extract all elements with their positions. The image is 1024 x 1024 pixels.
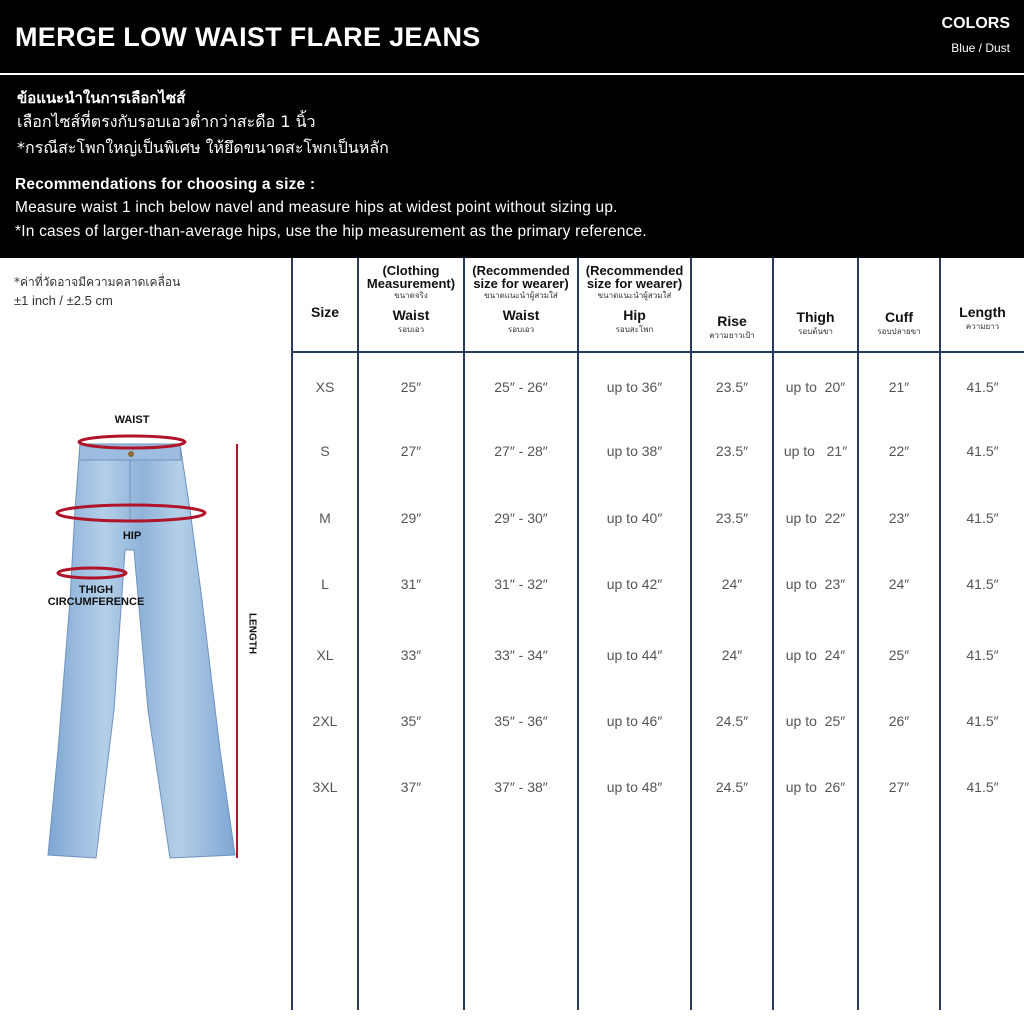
cell-length: 41.5″ <box>966 510 999 526</box>
cell-cuff: 21″ <box>888 379 910 395</box>
cell-rise: 24.5″ <box>715 779 749 795</box>
header-recommended-hip: (Recommended size for wearer) ขนาดแนะนำผู้สวมใส่ Hip รอบสะโพก <box>585 263 684 334</box>
cell-thigh: up to 23″ <box>785 576 846 592</box>
cell-thigh: up to 26″ <box>785 779 846 795</box>
header-thigh: Thigh รอบต้นขา <box>796 309 835 336</box>
cell-recommended-waist: 33″ - 34″ <box>494 647 548 663</box>
header-length: Length ความยาว <box>959 304 1006 331</box>
cell-rise: 24″ <box>721 576 743 592</box>
cell-recommended-hip: up to 40″ <box>606 510 663 526</box>
guide-thai-line-2: *กรณีสะโพกใหญ่เป็นพิเศษ ให้ยึดขนาดสะโพกเป็นหลัก <box>17 138 389 157</box>
colors-value: Blue / Dust <box>951 41 1010 55</box>
cell-recommended-hip: up to 38″ <box>606 443 663 459</box>
cell-recommended-waist: 25″ - 26″ <box>494 379 548 395</box>
cell-cuff: 22″ <box>888 443 910 459</box>
guide-thai-heading: ข้อแนะนำในการเลือกไซส์ <box>17 89 186 107</box>
cell-size: XL <box>316 647 334 663</box>
guide-english-heading: Recommendations for choosing a size : <box>15 176 316 193</box>
cell-length: 41.5″ <box>966 713 999 729</box>
table-divider <box>939 258 941 1010</box>
waist-label: WAIST <box>114 414 150 426</box>
cell-clothing-waist: 35″ <box>400 713 422 729</box>
cell-thigh: up to 24″ <box>785 647 846 663</box>
cell-recommended-hip: up to 44″ <box>606 647 663 663</box>
cell-recommended-waist: 29″ - 30″ <box>494 510 548 526</box>
table-divider <box>357 258 359 1010</box>
header-recommended-waist: (Recommended size for wearer) ขนาดแนะนำผู้สวมใส่ Waist รอบเอว <box>472 263 570 334</box>
header-clothing-waist: (Clothing Measurement) ขนาดจริง Waist รอบเอว <box>366 263 456 334</box>
header-size: Size <box>310 304 339 320</box>
product-title: MERGE LOW WAIST FLARE JEANS <box>15 22 481 52</box>
tolerance-note: ±1 inch / ±2.5 cm <box>14 293 113 308</box>
header-divider <box>0 73 1024 75</box>
cell-size: 3XL <box>312 779 338 795</box>
cell-length: 41.5″ <box>966 647 999 663</box>
cell-size: XS <box>315 379 335 395</box>
cell-rise: 23.5″ <box>715 379 749 395</box>
cell-size: M <box>319 510 331 526</box>
header-rise: Rise ความยาวเป้า <box>709 313 755 340</box>
table-divider <box>577 258 579 1010</box>
cell-recommended-waist: 35″ - 36″ <box>494 713 548 729</box>
table-divider <box>291 258 293 1010</box>
cell-recommended-hip: up to 48″ <box>606 779 663 795</box>
length-label: LENGTH <box>246 612 258 655</box>
table-divider <box>463 258 465 1010</box>
cell-thigh: up to 25″ <box>785 713 846 729</box>
guide-thai-line-1: เลือกไซส์ที่ตรงกับรอบเอวต่ำกว่าสะดือ 1 นิ้ว <box>17 112 316 131</box>
cell-length: 41.5″ <box>966 779 999 795</box>
cell-clothing-waist: 37″ <box>400 779 422 795</box>
cell-recommended-waist: 27″ - 28″ <box>494 443 548 459</box>
cell-cuff: 26″ <box>888 713 910 729</box>
cell-clothing-waist: 31″ <box>400 576 422 592</box>
colors-label: COLORS <box>941 15 1010 32</box>
guide-english-line-2: *In cases of larger-than-average hips, use the hip measurement as the primary reference. <box>15 223 647 240</box>
header-banner <box>0 0 1024 258</box>
cell-cuff: 24″ <box>888 576 910 592</box>
cell-clothing-waist: 27″ <box>400 443 422 459</box>
cell-recommended-hip: up to 46″ <box>606 713 663 729</box>
cell-cuff: 23″ <box>888 510 910 526</box>
cell-recommended-waist: 37″ - 38″ <box>494 779 548 795</box>
guide-english-line-1: Measure waist 1 inch below navel and measure hips at widest point without sizing up. <box>15 199 618 216</box>
cell-recommended-hip: up to 42″ <box>606 576 663 592</box>
cell-recommended-hip: up to 36″ <box>606 379 663 395</box>
cell-thigh: up to 20″ <box>785 379 846 395</box>
cell-rise: 23.5″ <box>715 510 749 526</box>
cell-length: 41.5″ <box>966 576 999 592</box>
table-divider <box>772 258 774 1010</box>
cell-thigh: up to 21″ <box>783 443 848 459</box>
cell-rise: 24.5″ <box>715 713 749 729</box>
cell-size: 2XL <box>312 713 338 729</box>
cell-size: S <box>320 443 330 459</box>
cell-rise: 24″ <box>721 647 743 663</box>
cell-thigh: up to 22″ <box>785 510 846 526</box>
cell-size: L <box>321 576 329 592</box>
header-cuff: Cuff รอบปลายขา <box>877 309 921 336</box>
cell-cuff: 25″ <box>888 647 910 663</box>
table-header-divider <box>292 351 1024 353</box>
hip-label: HIP <box>122 530 142 542</box>
cell-recommended-waist: 31″ - 32″ <box>494 576 548 592</box>
cell-cuff: 27″ <box>888 779 910 795</box>
thigh-label: THIGH CIRCUMFERENCE <box>47 584 145 608</box>
table-divider <box>857 258 859 1010</box>
cell-length: 41.5″ <box>966 443 999 459</box>
cell-clothing-waist: 25″ <box>400 379 422 395</box>
tolerance-note-thai: *ค่าที่วัดอาจมีความคลาดเคลื่อน <box>14 275 181 289</box>
cell-rise: 23.5″ <box>715 443 749 459</box>
cell-length: 41.5″ <box>966 379 999 395</box>
cell-clothing-waist: 29″ <box>400 510 422 526</box>
cell-clothing-waist: 33″ <box>400 647 422 663</box>
table-divider <box>690 258 692 1010</box>
